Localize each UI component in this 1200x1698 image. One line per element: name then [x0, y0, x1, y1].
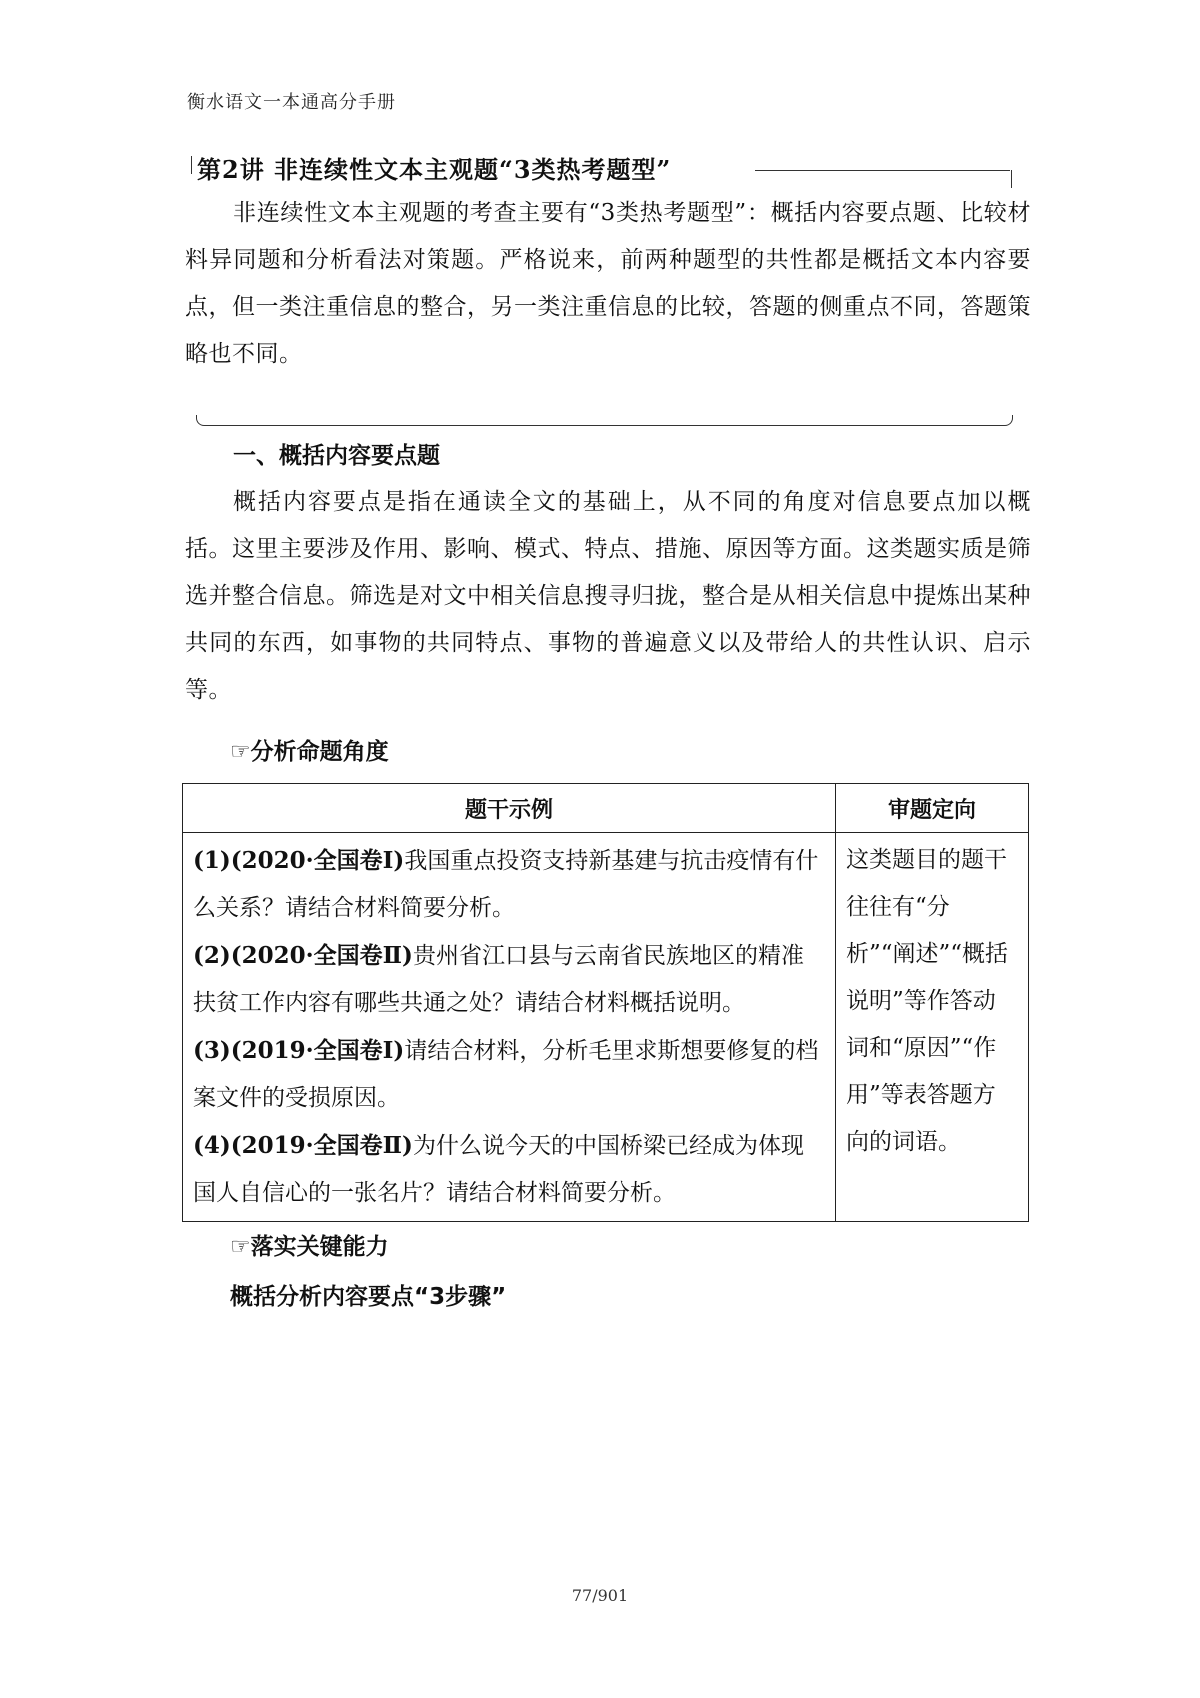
section-heading: 一、概括内容要点题 [233, 443, 440, 469]
table-row [183, 833, 1029, 1222]
ability-subheading: ☞落实关键能力 [230, 1234, 389, 1260]
box-corner-left [191, 156, 195, 174]
intro-paragraph: 非连续性文本主观题的考查主要有“3类热考题型”：概括内容要点题、比较材料异同题和分析看法对策题。严格说来，前两种题型的共性都是概括文本内容要点，但一类注重信息的整合，另一类注重信息的比较，答题的侧重点不同，答题策略也不同。 [185, 200, 1031, 367]
list-item [193, 932, 825, 1027]
page-header: 衡水语文一本通高分手册 [187, 92, 396, 113]
list-item [193, 1027, 825, 1122]
item-source: (1)(2020·全国卷Ⅰ) [193, 847, 405, 874]
section-title: 第2讲 非连续性文本主观题“3类热考题型” [197, 155, 672, 184]
section-body: 概括内容要点是指在通读全文的基础上，从不同的角度对信息要点加以概括。这里主要涉及作用、影响、模式、特点、措施、原因等方面。这类题实质是筛选并整合信息。筛选是对文中相关信息搜寻归拢，整合是从相关信息中提炼出某种共同的东西，如事物的共同特点、事物的普遍意义以及带给人的共性认识、启示等。 [185, 489, 1031, 703]
item-source: (4)(2019·全国卷Ⅱ) [193, 1132, 413, 1159]
question-table [182, 783, 1029, 1222]
steps-subheading: 概括分析内容要点“3步骤” [230, 1284, 507, 1310]
page-number: 77/901 [571, 1586, 629, 1605]
item-text: 贵州省江口县与云南省民族地区的精准扶贫工作内容有哪些共通之处？请结合材料概括说明。 [193, 943, 804, 1016]
item-source: (2)(2020·全国卷Ⅱ) [193, 942, 413, 969]
box-bottom-rule [196, 415, 1013, 426]
item-text: 为什么说今天的中国桥梁已经成为体现国人自信心的一张名片？请结合材料简要分析。 [193, 1133, 804, 1206]
item-text: 我国重点投资支持新基建与抗击疫情有什么关系？请结合材料简要分析。 [193, 848, 819, 921]
table-header-examples: 题干示例 [183, 784, 836, 833]
table-header-direction: 审题定向 [836, 784, 1029, 833]
box-top-rule [755, 170, 1010, 171]
item-source: (3)(2019·全国卷Ⅰ) [193, 1037, 405, 1064]
examples-cell [183, 833, 836, 1222]
list-item [193, 837, 825, 932]
table-header-row [183, 784, 1029, 833]
list-item [193, 1122, 825, 1217]
item-text: 请结合材料，分析毛里求斯想要修复的档案文件的受损原因。 [193, 1038, 819, 1111]
box-corner-right [1008, 170, 1012, 188]
analysis-subheading: ☞分析命题角度 [230, 739, 389, 765]
direction-cell: 这类题目的题干往往有“分析”“阐述”“概括说明”等作答动词和“原因”“作用”等表答题方向的词语。 [836, 833, 1029, 1222]
